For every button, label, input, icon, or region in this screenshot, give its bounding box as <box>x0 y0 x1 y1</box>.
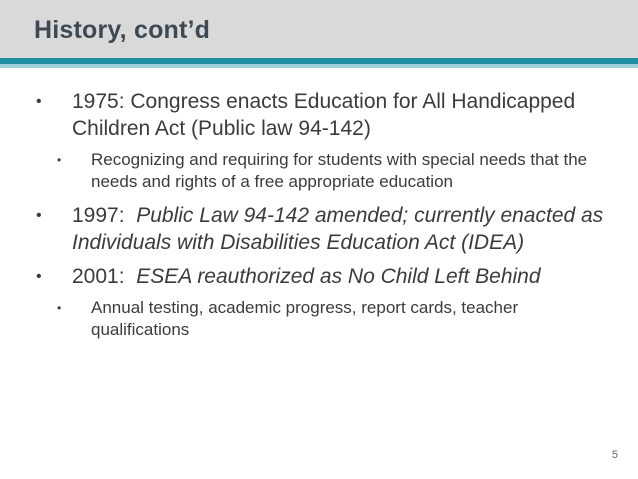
slide-body <box>0 88 638 350</box>
bullet-item-2001 <box>0 263 638 290</box>
slide-header <box>0 0 638 58</box>
bullet-emphasis-text: Public Law 94-142 amended; currently enacted as Individuals with Disabilities Education Act (IDEA) <box>72 204 604 254</box>
bullet-emphasis-text: ESEA reauthorized as No Child Left Behind <box>136 265 541 288</box>
bullet-text: 1975: Congress enacts Education for All Handicapped Children Act (Public law 94-142) <box>72 90 576 140</box>
bullet-marker: • <box>36 268 42 285</box>
page-number: 5 <box>611 449 618 461</box>
bullet-item-1975 <box>0 88 638 142</box>
slide-title: History, cont’d <box>34 16 211 44</box>
header-accent-band-light <box>0 64 638 68</box>
bullet-text: Recognizing and requiring for students with special needs that the needs and rights of a free appropriate education <box>91 150 588 191</box>
bullet-marker: • <box>57 301 62 315</box>
sub-bullet-item-2001 <box>0 297 638 341</box>
sub-bullet-item-1975 <box>0 149 638 193</box>
bullet-marker: • <box>57 153 62 167</box>
bullet-marker: • <box>36 93 42 110</box>
bullet-text: Annual testing, academic progress, report cards, teacher qualifications <box>91 298 519 339</box>
bullet-year-prefix: 2001: <box>72 265 137 288</box>
bullet-marker: • <box>36 207 42 224</box>
bullet-year-prefix: 1997: <box>72 204 137 227</box>
bullet-item-1997 <box>0 202 638 256</box>
